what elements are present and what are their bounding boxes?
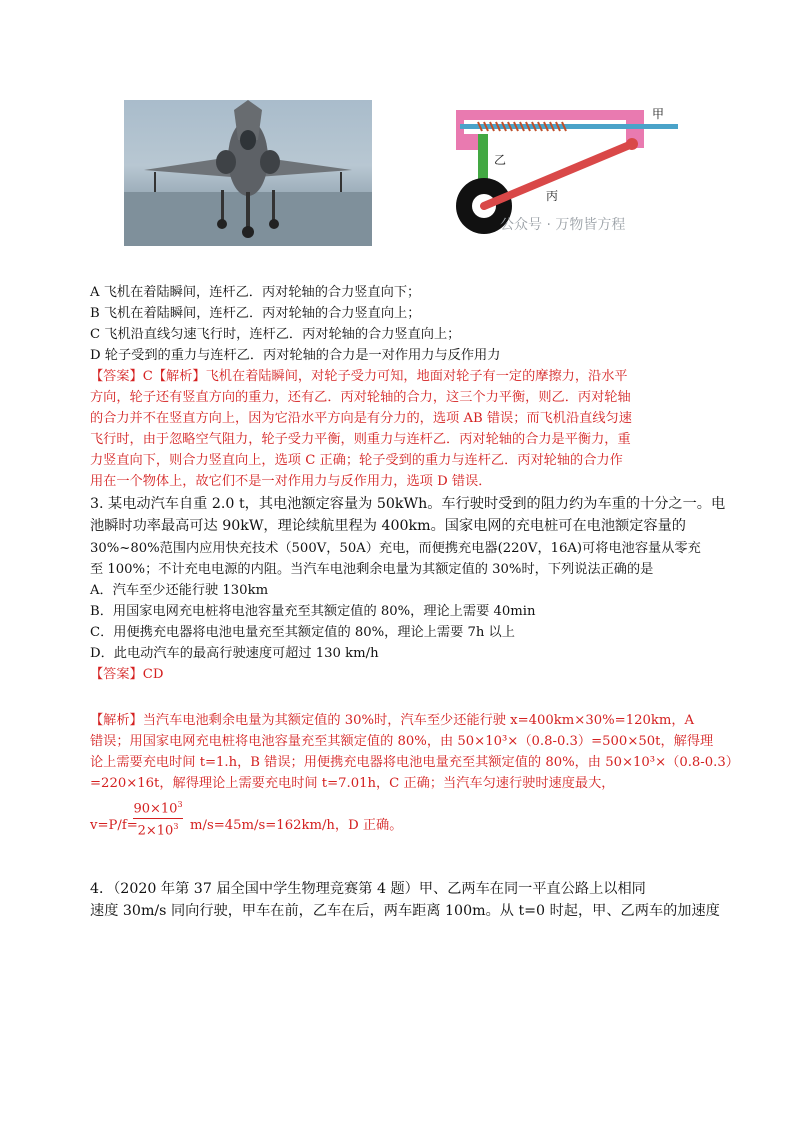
q2-analysis-line: 【答案】C【解析】飞机在着陆瞬间，对轮子受力可知，地面对轮子有一定的摩擦力，沿水平 bbox=[90, 369, 628, 384]
label-yi: 乙 bbox=[494, 153, 507, 167]
q4-stem-line: 4．（2020 年第 37 届全国中学生物理竞赛第 4 题）甲、乙两车在同一平直公路上以相同 bbox=[90, 881, 646, 897]
q4-stem-line: 速度 30m/s 同向行驶，甲车在前，乙车在后，两车距离 100m。从 t=0 时起，甲、乙两车的加速度 bbox=[90, 903, 720, 919]
q2-option-b: B 飞机在着陆瞬间，连杆乙．丙对轮轴的合力竖直向上； bbox=[90, 306, 421, 321]
q2-option-d: D 轮子受到的重力与连杆乙．丙对轮轴的合力是一对作用力与反作用力 bbox=[90, 348, 501, 363]
q3-analysis-line: =220×16t，解得理论上需要充电时间 t=7.01h，C 正确；当汽车匀速行驶时速度最大， bbox=[90, 776, 615, 791]
jet-photo bbox=[124, 100, 372, 246]
formula-numerator: 90×10 bbox=[133, 801, 178, 817]
q3-option-c: C．用便携充电器将电池电量充至其额定值的 80%，理论上需要 7h 以上 bbox=[90, 625, 515, 640]
formula-denominator: 2×10 bbox=[137, 823, 174, 839]
q3-analysis-line: 【解析】当汽车电池剩余电量为其额定值的 30%时，汽车至少还能行驶 x=400km×30%=120km，A bbox=[90, 713, 695, 728]
watermark: 公众号 · 万物皆方程 bbox=[500, 217, 626, 233]
label-jia: 甲 bbox=[652, 107, 665, 121]
q2-analysis-line: 方向，轮子还有竖直方向的重力，还有乙．丙对轮轴的合力，这三个力平衡，则乙．丙对轮轴 bbox=[90, 390, 631, 405]
label-bing: 丙 bbox=[546, 189, 559, 203]
q2-option-c: C 飞机沿直线匀速飞行时，连杆乙．丙对轮轴的合力竖直向上； bbox=[90, 327, 461, 342]
q2-analysis-line: 力竖直向下，则合力竖直向上，选项 C 正确；轮子受到的重力与连杆乙．丙对轮轴的合力作 bbox=[90, 453, 623, 468]
formula-fraction: $\frac{90\times 10^3}{2\times 10^3}$ bbox=[133, 800, 183, 839]
q2-analysis-line: 用在一个物体上，故它们不是一对作用力与反作用力，选项 D 错误． bbox=[90, 474, 492, 489]
q3-answer: 【答案】CD bbox=[90, 667, 164, 682]
q3-option-d: D．此电动汽车的最高行驶速度可超过 130 km/h bbox=[90, 646, 379, 661]
q3-stem-line: 至 100%；不计充电电源的内阻。当汽车电池剩余电量为其额定值的 30%时，下列说法正确的是 bbox=[90, 562, 654, 577]
q3-stem-line: 池瞬时功率最高可达 90kW，理论续航里程为 400km。国家电网的充电桩可在电池额定容量的 bbox=[90, 518, 686, 534]
q2-analysis-line: 飞行时，由于忽略空气阻力，轮子受力平衡，则重力与连杆乙．丙对轮轴的合力是平衡力，重 bbox=[90, 432, 631, 447]
formula-suffix: m/s=45m/s=162km/h，D 正确。 bbox=[190, 818, 403, 833]
q3-stem-line: 30%~80%范围内应用快充技术（500V，50A）充电，而便携充电器(220V，16A)可将电池容量从零充 bbox=[90, 541, 701, 556]
q3-analysis-line: 论上需要充电时间 t=1.h，B 错误；用便携充电器将电池电量充至其额定值的 80%，由 50×10³×（0.8-0.3） bbox=[90, 755, 739, 770]
q3-analysis-line: 错误；用国家电网充电桩将电池容量充至其额定值的 80%，由 50×10³×（0.8-0.3）=500×50t，解得理 bbox=[90, 734, 714, 749]
q3-option-a: A．汽车至少还能行驶 130km bbox=[90, 583, 269, 598]
q2-option-a: A 飞机在着陆瞬间，连杆乙．丙对轮轴的合力竖直向下； bbox=[90, 285, 421, 300]
q3-option-b: B．用国家电网充电桩将电池容量充至其额定值的 80%，理论上需要 40min bbox=[90, 604, 536, 619]
formula-prefix: v=P/f= bbox=[90, 818, 138, 833]
q2-analysis-line: 的合力并不在竖直方向上，因为它沿水平方向是有分力的，选项 AB 错误；而飞机沿直线匀速 bbox=[90, 411, 632, 426]
q3-stem-line: 3. 某电动汽车自重 2.0 t，其电池额定容量为 50kWh。车行驶时受到的阻力约为车重的十分之一。电 bbox=[90, 496, 726, 512]
